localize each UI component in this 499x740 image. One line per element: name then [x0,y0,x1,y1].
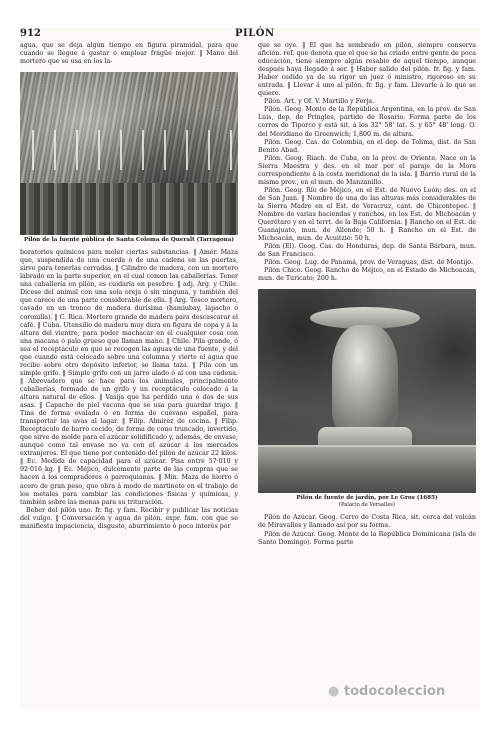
watermark-text: todocoleccion [343,684,446,699]
basin-rim [258,445,476,493]
sculpture-group [332,325,398,433]
page-title: PILÓN [235,28,275,39]
right-paragraph: que se oye. ‖ El que ha sembrado en pilón, siempre conserva afición. ref. que denota que el que se ha criado entre gente de poca educación, tiene siempre algún resabio de aquel tiempo, aunque después haya llegado á ser. ‖ Haber salido del pilón. fr. fig. y fam. Haber cedido ya de su rigor un juez ó ministro, rigoroso en su entrada. ‖ Llevar á uno al pilón. fr. fig. y fam. Llevarle á lo que se quiere. [258,42,476,98]
right-paragraph: Pilón. Geog. Lug. de Panamá, prov. de Veraguas, dist. de Montijo. [264,259,473,267]
left-paragraph: boratorios químicos para moler ciertas substancias. ‖ Amér. Maza que, suspendida de una cuerda ó de una cadena en las puertas, sirve para tenerlas cerradas. ‖ Cilindro de madera, con un mortero labrado en la parte superior, en el cual comen las caballerías. Tener una caballería en pilón, es cuidarla en pesebre. ‖ adj. Arg. y Chile. Dícese del animal con una sola oreja ó sin ninguna, y también del que carece de una parte considerable de ella. ‖ Arg. Tosco mortero, cavado en un tronco de madera durísima (hamiubay, lapacho ó coronilla). ‖ C. Rica. Mortero grande de madera para descascarar el café. ‖ Cuba. Utensilio de madera muy dura en figura de copa y á la altura del vientre, para poder machacar en él cualquier cosa con una macana ó palo grueso que llaman mano. ‖ Chile. Pila grande, ó sea el receptáculo en que se recogen las aguas de una fuente, y del que cuando está colocado sobre una columna y vierte el agua que recibe sobre otro depósito inferior, se llama taza. ‖ Pila con un simple grifo. ‖ Simple grifo con un jarro alado ó al con una cadena. ‖ Abrevadero que se hace para los animales, principalmente caballerías, formado de un grifo y un receptáculo colocado á la altura natural de ellos. ‖ Vasija que ha perdido una ó dos de sus asas. ‖ Capacho de piel vacuna que se usa para guardar trigo. ‖ Tina de forma ovalada ó en forma de cuévano español, para transportar las uvas al lagar. ‖ Filip. Almirez de cocina. ‖ Filip. Receptáculo de barro cocido, de forma de cono truncado, invertido, que sirve de molde para el azúcar solidificado y, además, de envase, aunque como tal envase no va con el azúcar á los mercados extranjeros. El que tiene por contenido del pilón de azúcar 22 kilos. ‖ Ec. Medida de capacidad para el azúcar. Pisa entre 57·010 y 92·016 kg. ‖ Ec. Méjico, dulcemente parte de las compras que se hacen á los compradores ó parroquianos. ‖ Min. Maza de hierro ó acero de gran peso, que obra á modo de martinete en el trabajo de los metales para cambiar las condiciones físicas y químicas, y también sobre las menas para su trituración. [20,249,238,506]
water-spouts [20,130,238,170]
garden-fountain-photo [258,289,476,493]
figure-caption [258,495,476,509]
left-paragraph: Beber del pilón uno. fr. fig. y fam. Recibir y publicar las noticias del vulgo. ‖ Conversación y agua de pilón. expr. fam. con que se manifiesta impaciencia, disgusto, aburrimiento ó poco interés por [20,506,238,530]
right-column [258,42,476,710]
right-paragraph: Pilón. Geog. Riach. de Cuba, en la prov. de Oriente. Nace en la Sierra Maestra y des. en el mar por el paraje de la Mora correspondiente á la costa meridional de la isla. ‖ Barrio rural de la misma prov., en el mun. de Manzanillo. [258,154,476,186]
book-page [20,28,480,710]
figure-caption-subtitle: (Palacio de Versalles) [338,502,396,509]
right-paragraph: Pilón. Geog. Monte de la República Argentina, en la prov. de San Luis, dep. de Pringles, partido de Rosario. Forma parte de los cerros de Tiporco y está sit. á los 32° 58' lat. S. y 65° 48' long. O. del Meridiano de Greenwich; 1,800 m. de altura. [258,106,476,138]
right-paragraph: Pilón. Art. y Of. V. Martillo y Forja. [264,98,375,106]
stone-basin [20,183,238,235]
right-paragraph: Pilón. Geog. Río de Méjico, en el Est. de Nuevo León; des. en el de San Juan. ‖ Nombre de una de las alturas más considerables de la Sierra Madre en el Est. de Veracruz, cant. de Chicontepec. ‖ Nombre de varias haciendas y ranchos, en los Est. de Michoacán y Querétaro y en el terrt. de la Baja California. ‖ Rancho en el Est. de Guanajuato, mun. de Allende; 50 h. ‖ Rancho en el Est. de Michoacán, mun. de Acuitzio: 50 h. [258,186,476,243]
right-paragraph: Pilón de Azúcar. Geog. Cerro de Costa Rica, sit. cerca del volcán de Miravalles y llamado así por su forma. [258,514,476,530]
figure-garden-fountain [258,289,476,509]
right-paragraph: Pilón de Azúcar. Geog. Monte de la República Dominicana (isla de Santo Domingo). Forma parte [258,530,476,546]
page-number: 912 [20,28,41,39]
right-paragraph: Pilón Chico. Geog. Rancho de Méjico, en el Estado de Michoacán, mun. de Turicato; 200 h. [258,267,476,283]
watermark-logo [328,684,445,699]
left-column [20,42,238,710]
figure-fountain-santa-coloma [20,72,238,244]
fountain-photo [20,72,238,235]
watermark-mark-icon: ● [328,684,340,699]
right-paragraph: Pilón (El). Geog. Cas. de Honduras, dep. de Santa Bárbara, mun. de San Francisco. [258,243,476,259]
page-header [20,28,480,42]
left-intro-text: agua, que se deja algún tiempo en figura piramidal, para que cuando se llegue á gastar ó emplear frágüe mejor. ‖ Mano del mortero que se usa en los la- [20,42,238,66]
figure-caption-title: Pilón de fuente de jardín, por Le Gros (1685) [296,495,438,502]
right-paragraph: Pilón. Geog. Cas. de Colombia, en el dep. de Tolima, dist. de San Benito Abad. [258,138,476,154]
figure-caption: Pilón de la fuente pública de Santa Coloma de Queralt (Tarragona) [24,237,234,244]
